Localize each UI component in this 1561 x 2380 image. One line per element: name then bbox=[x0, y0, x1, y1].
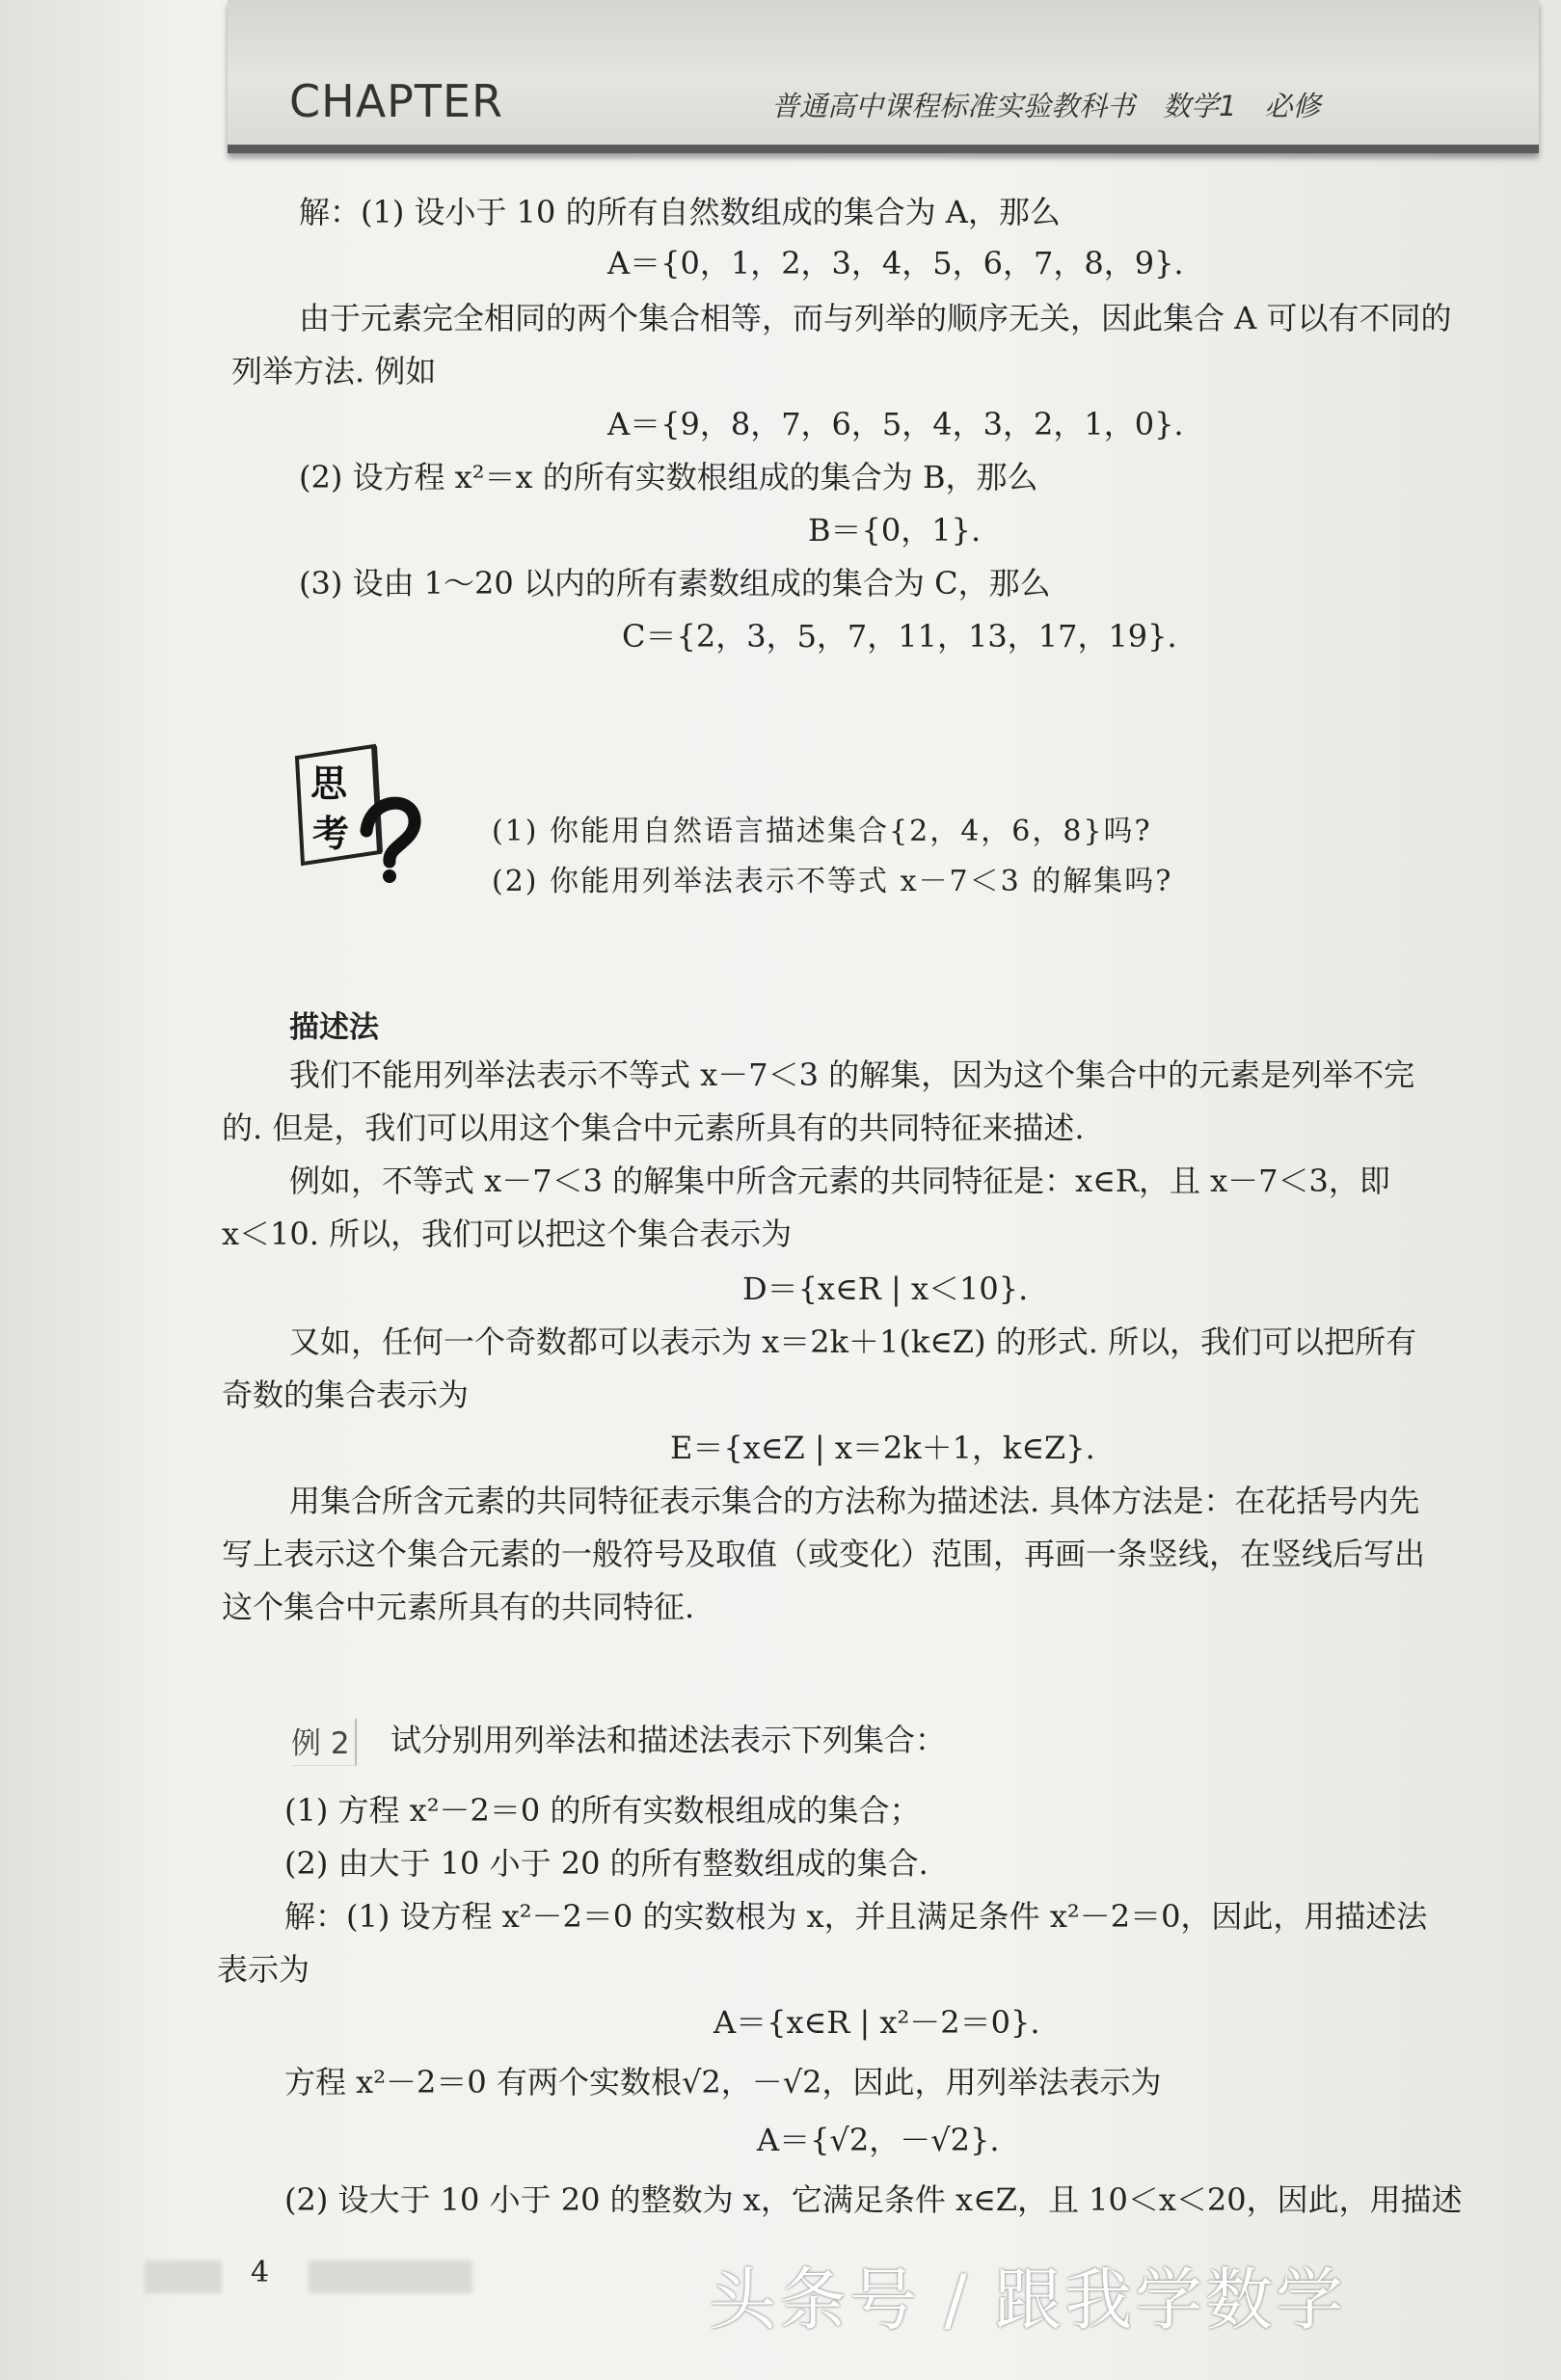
describe-para-1: 我们不能用列举法表示不等式 x－7＜3 的解集，因为这个集合中的元素是列举不完 bbox=[289, 1056, 1415, 1093]
scan-smudge bbox=[145, 2260, 222, 2293]
describe-para-1-cont: 的. 但是，我们可以用这个集合中元素所具有的共同特征来描述. bbox=[222, 1110, 1085, 1146]
section-heading-description-method: 描述法 bbox=[289, 1010, 379, 1045]
page-number: 4 bbox=[251, 2256, 270, 2289]
example-2-roots: 方程 x²－2＝0 有两个实数根√2，－√2，因此，用列举法表示为 bbox=[284, 2064, 1162, 2100]
describe-para-2: 例如，不等式 x－7＜3 的解集中所含元素的共同特征是：x∈R，且 x－7＜3，即 bbox=[289, 1163, 1390, 1199]
describe-para-4: 用集合所含元素的共同特征表示集合的方法称为描述法. 具体方法是：在花括号内先 bbox=[289, 1483, 1420, 1519]
example-2-item-1: (1) 方程 x²－2＝0 的所有实数根组成的集合； bbox=[284, 1792, 921, 1829]
think-question-icon bbox=[291, 738, 422, 883]
describe-para-4-end: 这个集合中元素所具有的共同特征. bbox=[222, 1589, 695, 1625]
equation-set-a-reversed: A＝{9，8，7，6，5，4，3，2，1，0}. bbox=[607, 406, 1184, 442]
example-2-solution-1-cont: 表示为 bbox=[217, 1951, 310, 1988]
example-2-label: 例 2 bbox=[291, 1719, 357, 1766]
think-question-1: (1) 你能用自然语言描述集合{2，4，6，8}吗? bbox=[492, 815, 1152, 848]
describe-para-3: 又如，任何一个奇数都可以表示为 x＝2k＋1(k∈Z) 的形式. 所以，我们可以把所有 bbox=[289, 1324, 1417, 1360]
equation-set-a-roster: A＝{√2，－√2}. bbox=[757, 2122, 1000, 2158]
solution-1-part-3: (3) 设由 1～20 以内的所有素数组成的集合为 C，那么 bbox=[299, 565, 1051, 602]
describe-para-2-cont: x＜10. 所以，我们可以把这个集合表示为 bbox=[222, 1216, 793, 1252]
equation-set-c: C＝{2，3，5，7，11，13，17，19}. bbox=[622, 618, 1177, 655]
equation-set-b: B＝{0，1}. bbox=[808, 512, 982, 548]
describe-para-3-cont: 奇数的集合表示为 bbox=[222, 1377, 470, 1413]
equation-set-a-description: A＝{x∈R | x²－2＝0}. bbox=[713, 2004, 1040, 2041]
example-2-title: 试分别用列举法和描述法表示下列集合： bbox=[390, 1722, 947, 1758]
chapter-label: CHAPTER bbox=[289, 75, 504, 127]
describe-para-4-cont: 写上表示这个集合元素的一般符号及取值（或变化）范围，再画一条竖线，在竖线后写出 bbox=[222, 1536, 1426, 1572]
watermark: 头条号 / 跟我学数学 bbox=[709, 2260, 1347, 2340]
equation-set-e: E＝{x∈Z | x＝2k＋1，k∈Z}. bbox=[670, 1430, 1095, 1466]
think-label-top: 思 bbox=[310, 762, 348, 805]
book-title: 普通高中课程标准实验教科书 数学1 必修 bbox=[771, 90, 1321, 122]
solution-1-part-2: (2) 设方程 x²＝x 的所有实数根组成的集合为 B，那么 bbox=[299, 459, 1038, 495]
think-question-2: (2) 你能用列举法表示不等式 x－7＜3 的解集吗? bbox=[492, 865, 1173, 898]
think-label-bottom: 考 bbox=[312, 813, 350, 855]
equation-set-d: D＝{x∈R | x＜10}. bbox=[742, 1270, 1029, 1307]
solution-1-intro: 解：(1) 设小于 10 的所有自然数组成的集合为 A，那么 bbox=[299, 194, 1061, 230]
scan-smudge bbox=[309, 2260, 472, 2293]
paragraph-order: 由于元素完全相同的两个集合相等，而与列举的顺序无关，因此集合 A 可以有不同的 bbox=[299, 300, 1452, 336]
example-2-solution-1: 解：(1) 设方程 x²－2＝0 的实数根为 x，并且满足条件 x²－2＝0，因此，用描述法 bbox=[284, 1898, 1428, 1935]
equation-set-a: A＝{0，1，2，3，4，5，6，7，8，9}. bbox=[607, 245, 1184, 281]
example-2-item-2: (2) 由大于 10 小于 20 的所有整数组成的集合. bbox=[284, 1845, 929, 1882]
paragraph-order-cont: 列举方法. 例如 bbox=[231, 353, 437, 389]
example-2-solution-2: (2) 设大于 10 小于 20 的整数为 x，它满足条件 x∈Z，且 10＜x＜20，因此，用描述 bbox=[284, 2181, 1463, 2218]
